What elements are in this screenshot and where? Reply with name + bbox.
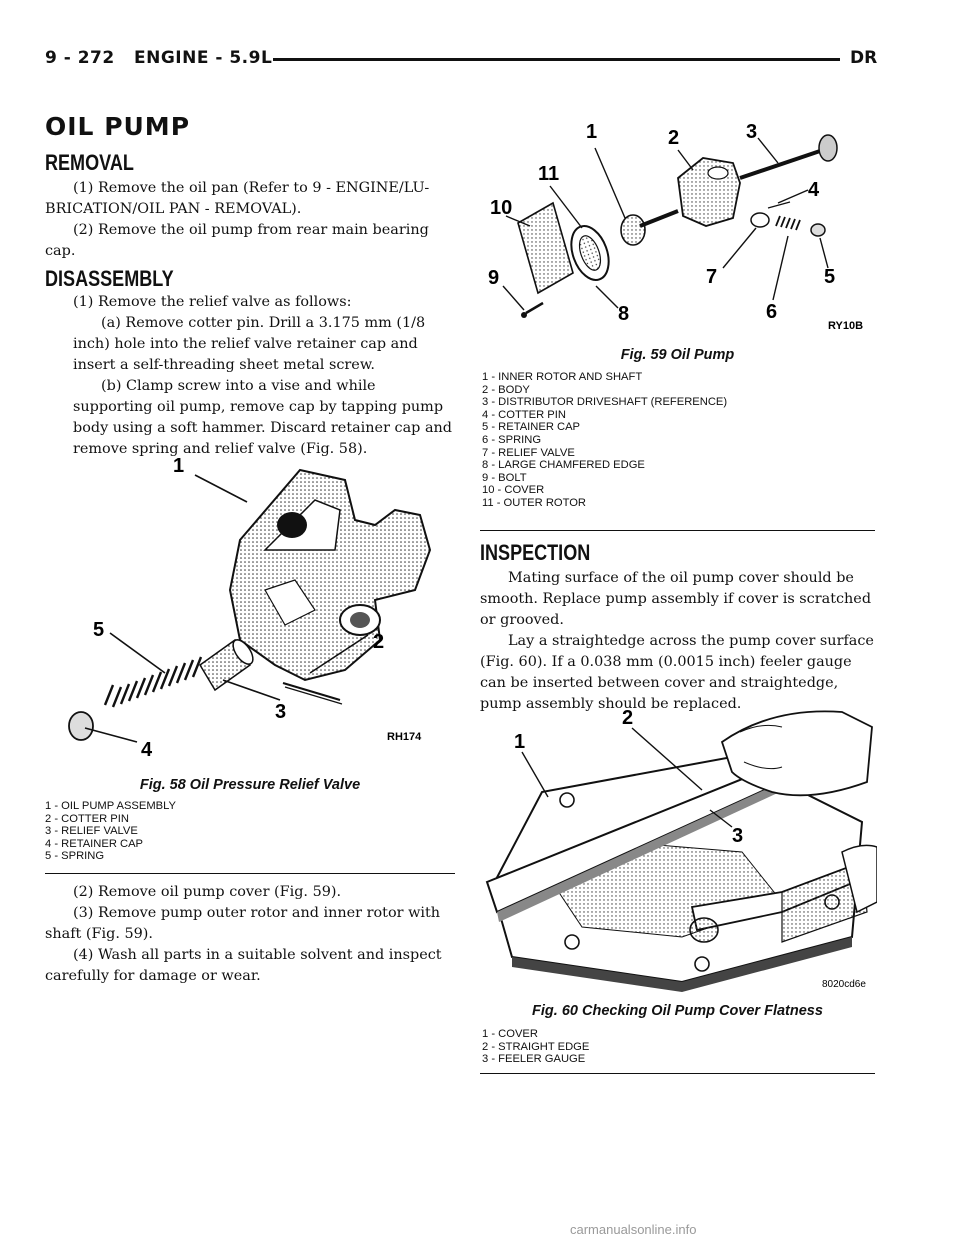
page-title: OIL PUMP [45, 112, 191, 141]
fig58-callout: 1 [173, 455, 185, 477]
fig58-callout: 5 [93, 619, 105, 641]
fig60-code: 8020cd6e [822, 979, 866, 990]
legend-item: 5 - SPRING [45, 850, 105, 863]
fig59-callout: 10 [490, 197, 513, 219]
legend-item: 4 - RETAINER CAP [45, 837, 144, 850]
watermark: carmanualsonline.info [570, 1222, 697, 1237]
removal-step: (2) Remove the oil pump from rear main bearing cap. [45, 222, 429, 259]
inspection-heading: INSPECTION [480, 540, 591, 565]
disassembly-steps-cont [45, 882, 455, 987]
fig59-rule [480, 530, 875, 531]
fig58-callout: 2 [373, 631, 385, 653]
disassembly-sub-b: (b) Clamp screw into a vise and while supporting oil pump, remove cap by tapping pump body using a soft hammer. Discard retainer cap and remove spring and relief valve (Fig. 58). [73, 378, 453, 457]
legend-item: 3 - DISTRIBUTOR DRIVESHAFT (REFERENCE) [482, 396, 728, 409]
fig59-code: RY10B [828, 320, 864, 332]
removal-heading: REMOVAL [45, 150, 134, 175]
legend-item: 2 - COTTER PIN [45, 812, 129, 825]
disassembly-sub-a: (a) Remove cotter pin. Drill a 3.175 mm (1/8 inch) hole into the relief valve retainer cap and insert a self-threading sheet metal screw. [73, 315, 426, 373]
fig59-callout: 7 [706, 266, 718, 288]
model-code: DR [850, 48, 878, 68]
page-number: 9 - 272 [45, 48, 115, 68]
fig58-illustration [55, 440, 455, 770]
fig60-callout: 2 [622, 707, 634, 729]
fig59-callout: 3 [746, 121, 758, 143]
inspection-para: Mating surface of the oil pump cover should be smooth. Replace pump assembly if cover is scratched or grooved. [480, 570, 872, 628]
disassembly-step: (3) Remove pump outer rotor and inner rotor with shaft (Fig. 59). [45, 905, 441, 942]
legend-item: 11 - OUTER ROTOR [482, 496, 587, 509]
fig60-callout: 1 [514, 731, 526, 753]
removal-step: (1) Remove the oil pan (Refer to 9 - ENGINE/LU-BRICATION/OIL PAN - REMOVAL). [45, 180, 430, 217]
fig59-callout: 11 [538, 163, 560, 185]
fig58-legend [45, 800, 176, 863]
fig60-caption: Fig. 60 Checking Oil Pump Cover Flatness [532, 1003, 823, 1019]
page-header-left [45, 48, 272, 68]
legend-item: 2 - BODY [482, 383, 530, 396]
section-name: ENGINE - 5.9L [133, 48, 273, 68]
legend-item: 3 - RELIEF VALVE [45, 825, 138, 838]
inspection-paras [480, 568, 875, 715]
legend-item: 8 - LARGE CHAMFERED EDGE [482, 459, 645, 472]
inspection-para: Lay a straightedge across the pump cover surface (Fig. 60). If a 0.038 mm (0.0015 inch) feeler gauge can be inserted between cover and straightedge, pump assembly should be replaced. [480, 633, 874, 712]
legend-item: 9 - BOLT [482, 471, 527, 484]
fig58-callout: 3 [275, 701, 287, 723]
fig60-rule [480, 1073, 875, 1074]
legend-item: 7 - RELIEF VALVE [482, 446, 575, 459]
fig59-callout: 4 [808, 179, 820, 201]
legend-item: 5 - RETAINER CAP [482, 421, 581, 434]
fig58-caption: Fig. 58 Oil Pressure Relief Valve [139, 777, 361, 793]
legend-item: 10 - COVER [482, 484, 545, 497]
fig59-illustration [478, 108, 878, 348]
fig60-legend [482, 1028, 589, 1066]
disassembly-step: (2) Remove oil pump cover (Fig. 59). [73, 884, 342, 900]
removal-steps [45, 178, 455, 262]
legend-item: 1 - INNER ROTOR AND SHAFT [482, 371, 643, 383]
fig59-callout: 2 [668, 127, 680, 149]
fig58-rule [45, 873, 455, 874]
legend-item: 1 - OIL PUMP ASSEMBLY [45, 800, 176, 812]
disassembly-steps [45, 292, 455, 460]
disassembly-heading: DISASSEMBLY [45, 266, 174, 291]
fig58-code: RH174 [387, 731, 422, 743]
header-rule [273, 58, 840, 61]
disassembly-step: (4) Wash all parts in a suitable solvent and inspect carefully for damage or wear. [45, 947, 442, 984]
fig60-illustration [482, 702, 877, 992]
legend-item: 3 - FEELER GAUGE [482, 1053, 586, 1066]
fig59-callout: 1 [586, 121, 598, 143]
fig60-callout: 3 [732, 825, 744, 847]
legend-item: 1 - COVER [482, 1028, 538, 1040]
legend-item: 2 - STRAIGHT EDGE [482, 1040, 590, 1053]
fig59-callout: 6 [766, 301, 778, 323]
fig58-callout: 4 [141, 739, 153, 761]
disassembly-intro: (1) Remove the relief valve as follows: [73, 294, 352, 310]
fig59-callout: 8 [618, 303, 630, 325]
legend-item: 4 - COTTER PIN [482, 408, 566, 421]
fig59-callout: 5 [824, 266, 836, 288]
fig59-caption: Fig. 59 Oil Pump [620, 347, 735, 363]
fig59-legend [482, 371, 727, 510]
legend-item: 6 - SPRING [482, 433, 542, 446]
fig59-callout: 9 [488, 267, 500, 289]
